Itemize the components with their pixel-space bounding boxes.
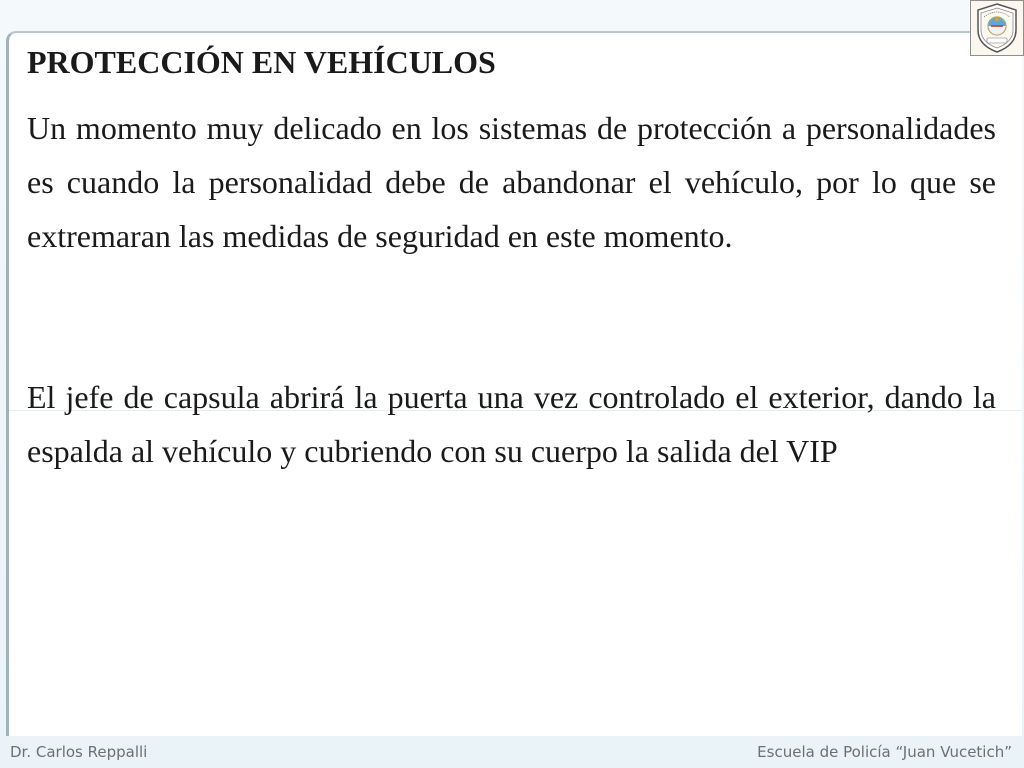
police-badge-logo	[970, 0, 1024, 56]
police-badge-icon	[971, 1, 1023, 55]
footer-author: Dr. Carlos Reppalli	[10, 743, 148, 761]
paragraph-1: Un momento muy delicado en los sistemas de protección a personalidades es cuando la personalidad debe de abandonar el vehículo, por lo que se extremaran las medidas de seguridad en este momento.	[27, 110, 996, 254]
slide-title: PROTECCIÓN EN VEHÍCULOS	[27, 44, 496, 80]
footer-institution: Escuela de Policía “Juan Vucetich”	[757, 743, 1012, 761]
paragraph-2: El jefe de capsula abrirá la puerta una vez controlado el exterior, dando la espalda al vehículo y cubriendo con su cuerpo la salida del VIP	[27, 379, 996, 469]
